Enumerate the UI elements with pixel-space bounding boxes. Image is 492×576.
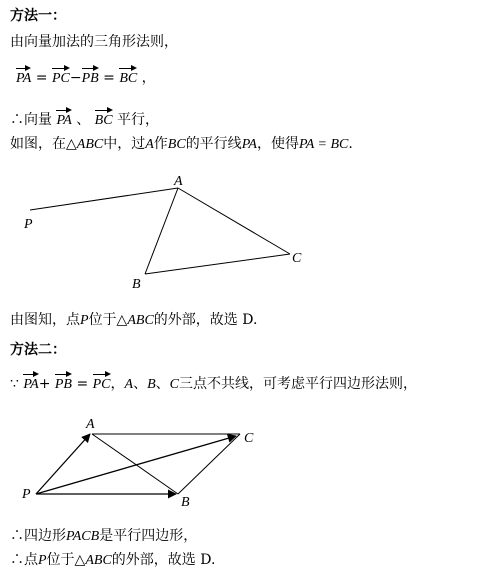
point-a: A — [124, 377, 134, 392]
vector-pc: PC — [93, 372, 111, 395]
method1-line1: 由向量加法的三角形法则， — [10, 34, 178, 50]
method2-line2 — [10, 526, 197, 547]
label-a: A — [174, 174, 183, 189]
vector-bc: BC — [95, 108, 113, 131]
vector-bc: BC — [119, 66, 137, 89]
text: ∴点 — [10, 552, 38, 568]
method2-heading: 方法二： — [10, 342, 66, 358]
equals-sign: = — [76, 376, 89, 392]
label-b: B — [181, 495, 190, 510]
vector-pb: PB — [82, 66, 99, 89]
figure-parallelogram — [21, 417, 254, 510]
text: 的平行线 — [185, 136, 242, 152]
point-c: C — [169, 377, 179, 392]
plus-sign: + — [38, 376, 51, 392]
quadrilateral-name: PACB — [66, 529, 100, 544]
text: 由图知，点 — [10, 312, 80, 328]
text: ∴向量 — [10, 112, 52, 128]
triangle-name: ABC — [76, 137, 104, 152]
equation-pa-bc: PA = BC — [299, 137, 349, 152]
text: 、 — [133, 376, 148, 392]
vector-pc: PC — [52, 66, 70, 89]
vector-pa: PA — [16, 66, 31, 89]
text: 的外部，故选 D. — [153, 312, 258, 328]
segment-bc: BC — [167, 137, 186, 152]
text: 三点不共线，可考虑平行四边形法则， — [178, 376, 417, 392]
vector-pa: PA — [56, 108, 71, 131]
segment-pa: PA — [241, 137, 257, 152]
label-b: B — [132, 277, 141, 292]
text: 平行， — [117, 112, 160, 128]
figure-triangle — [23, 174, 302, 292]
text: 是平行四边形， — [99, 528, 198, 544]
text: . — [348, 136, 353, 152]
segment-ab-line — [92, 434, 178, 494]
comma: ， — [141, 70, 156, 86]
segment-pa-line — [30, 188, 178, 210]
method1-heading: 方法一： — [10, 8, 66, 24]
text: 、 — [76, 112, 91, 128]
label-p: P — [24, 217, 33, 232]
segment-ac-line — [178, 188, 290, 254]
segment-bc-line — [145, 254, 290, 274]
method2-line3 — [10, 550, 215, 571]
text: 的外部，故选 D. — [111, 552, 216, 568]
point-a: A — [145, 137, 154, 152]
equals-sign: = — [35, 70, 48, 86]
text: 位于△ — [88, 312, 128, 328]
text: 位于△ — [46, 552, 86, 568]
equals-sign: = — [103, 70, 115, 86]
vector-pa: PA — [23, 372, 38, 395]
text: 、 — [155, 376, 170, 392]
method2-line1 — [10, 372, 417, 395]
label-c: C — [292, 251, 302, 266]
point-b: B — [147, 377, 156, 392]
point-p: P — [38, 553, 47, 568]
triangle-name: ABC — [85, 553, 112, 568]
triangle-name: ABC — [127, 313, 154, 328]
because-symbol: ∵ — [10, 376, 19, 392]
method1-line5 — [10, 310, 257, 331]
text: 如图，在△ — [10, 136, 77, 152]
vector-pa-arrow — [36, 434, 90, 494]
minus-sign: − — [69, 70, 82, 86]
text: ，使得 — [257, 136, 299, 152]
segment-cb-line — [178, 434, 240, 494]
text: 中，过 — [103, 136, 146, 152]
point-p: P — [80, 313, 89, 328]
text: 作 — [153, 136, 168, 152]
label-c: C — [244, 431, 254, 446]
label-p: P — [22, 487, 31, 502]
text: ∴四边形 — [10, 528, 66, 544]
vector-pb: PB — [55, 372, 72, 395]
text: ， — [110, 376, 125, 392]
segment-ab-line — [145, 188, 178, 274]
label-a: A — [86, 417, 95, 432]
